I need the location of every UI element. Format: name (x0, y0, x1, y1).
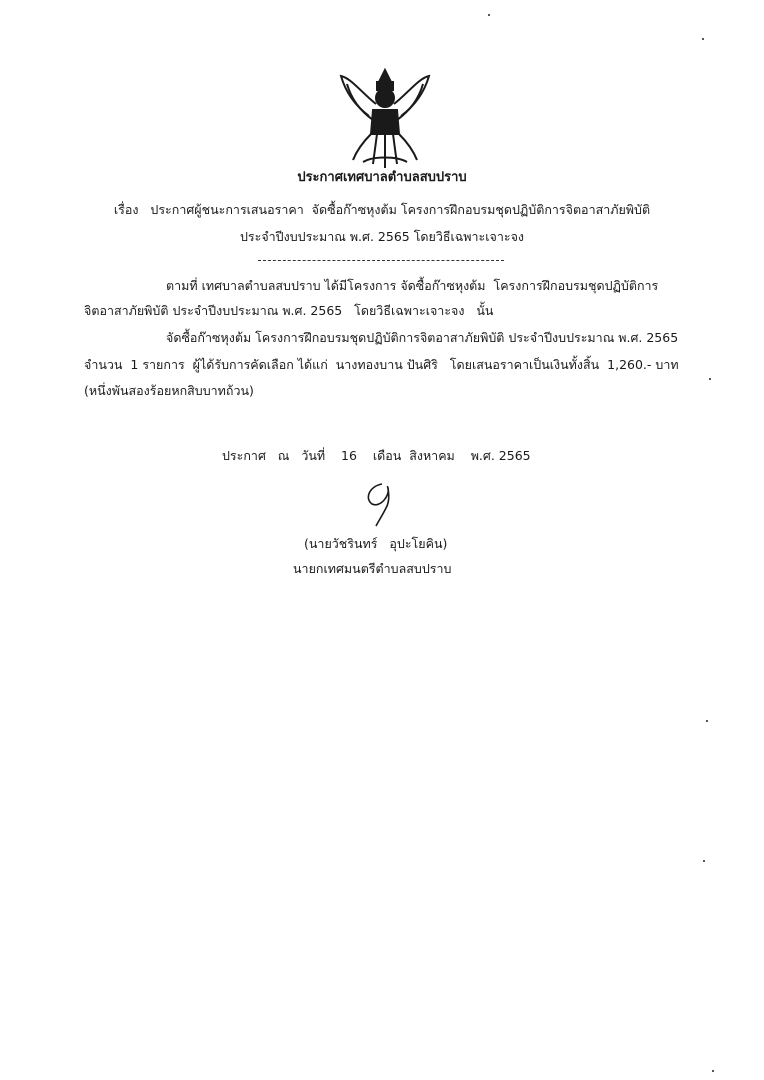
subject-line-1: เรื่อง ประกาศผู้ชนะการเสนอราคา จัดซื้อก๊าซหุงต้ม โครงการฝึกอบรมชุดปฏิบัติการจิตอาสาภัยพิบัติ (113, 202, 651, 217)
scan-speck (703, 860, 705, 862)
announcement-date: ประกาศ ณ วันที่ 16 เดือน สิงหาคม พ.ศ. 2565 (222, 448, 531, 463)
garuda-emblem (333, 64, 437, 172)
subject-line-2: ประจำปีงบประมาณ พ.ศ. 2565 โดยวิธีเฉพาะเจาะจง (239, 229, 525, 244)
paragraph-1-line-2: จิตอาสาภัยพิบัติ ประจำปีงบประมาณ พ.ศ. 2565 โดยวิธีเฉพาะเจาะจง นั้น (84, 303, 494, 318)
scan-speck (709, 378, 711, 380)
divider-rule (258, 260, 504, 261)
signer-position: นายกเทศมนตรีตำบลสบปราบ (293, 561, 452, 576)
paragraph-2-line-2: จำนวน 1 รายการ ผู้ได้รับการคัดเลือก ได้แก่ นางทองบาน ปันศิริ โดยเสนอราคาเป็นเงินทั้งสิ้น 1,260.- บาท (84, 357, 679, 372)
announcement-title: ประกาศเทศบาลตำบลสบปราบ (297, 170, 467, 185)
scan-speck (712, 1070, 714, 1072)
paragraph-2-line-3: (หนึ่งพันสองร้อยหกสิบบาทถ้วน) (84, 383, 254, 398)
scan-speck (702, 38, 704, 40)
handwritten-signature (352, 478, 412, 528)
scan-speck (706, 720, 708, 722)
signer-name: (นายวัชรินทร์ อุปะโยคิน) (304, 536, 448, 551)
scan-speck (488, 14, 490, 16)
paragraph-1-line-1: ตามที่ เทศบาลตำบลสบปราบ ได้มีโครงการ จัดซื้อก๊าซหุงต้ม โครงการฝึกอบรมชุดปฏิบัติการ (166, 278, 659, 293)
paragraph-2-line-1: จัดซื้อก๊าซหุงต้ม โครงการฝึกอบรมชุดปฏิบัติการจิตอาสาภัยพิบัติ ประจำปีงบประมาณ พ.ศ. 2565 (166, 330, 679, 345)
